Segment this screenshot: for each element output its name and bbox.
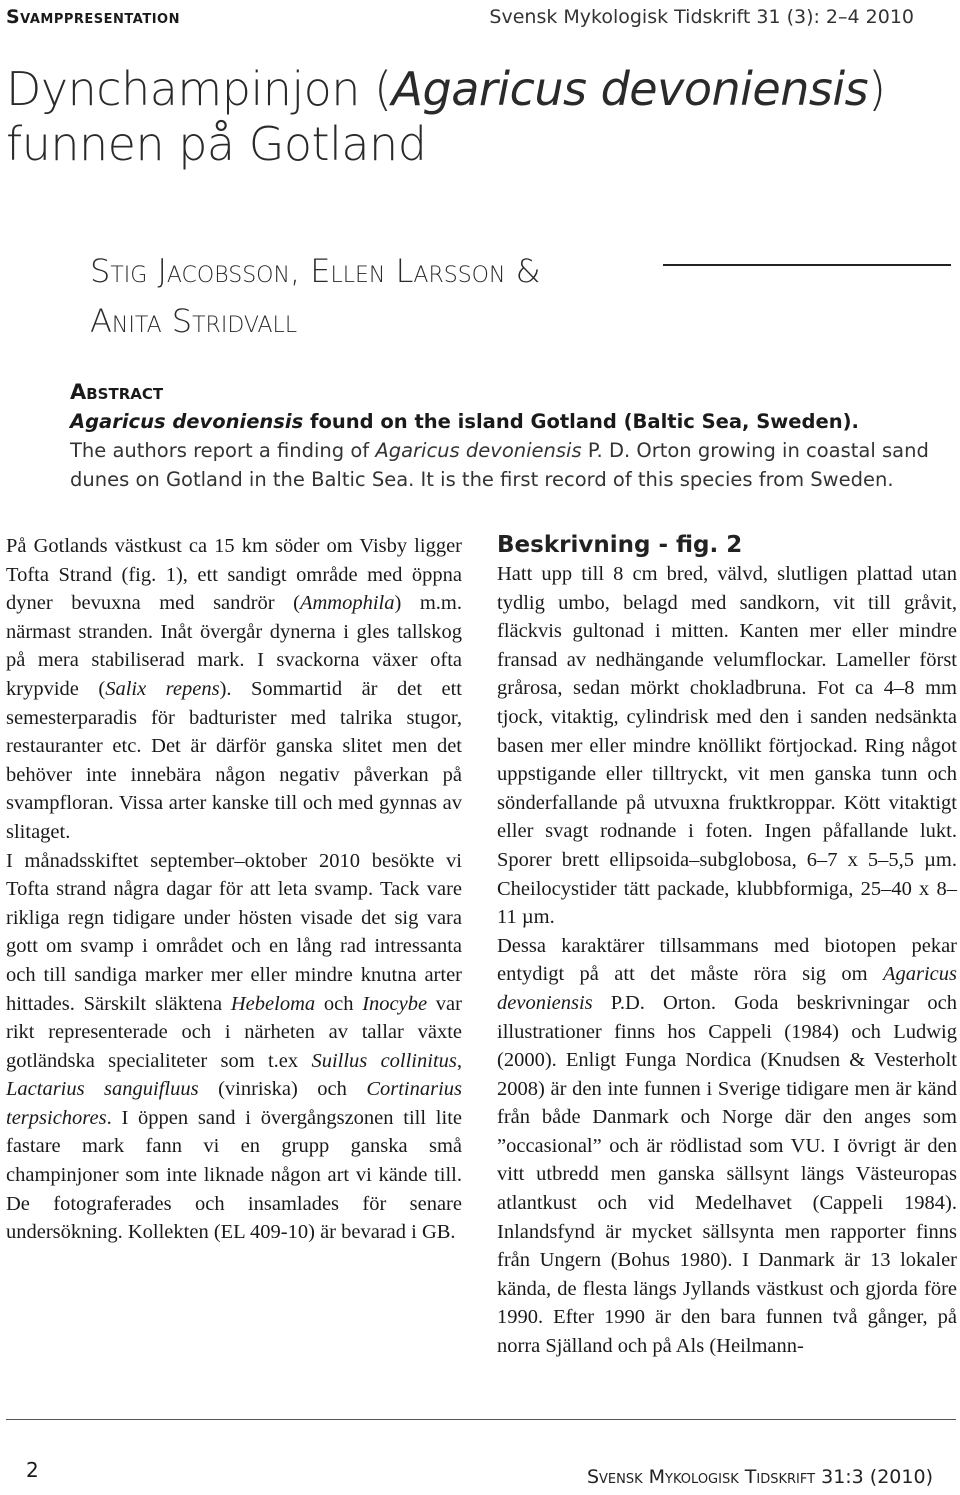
footer-journal: Svensk Mykologisk Tidskrift 31:3 (2010) xyxy=(586,1466,933,1488)
right-column xyxy=(497,532,957,1361)
text-run: P.D. Orton. Goda beskrivningar och illustrationer finns hos Cappeli (1984) och Ludwig (2000). Enligt Funga Nordica (Knudsen & Vesterholt 2008) är den inte funnen i Sverige tidigare men är känd från både Danmark och Norge där den anges som ”occasional” och är rödlistad som VU. I övrigt är den vitt utbredd men ganska sällsynt längs Västeuropas atlantkust och vid Medelhavet (Cappeli 1984). Inlandsfynd är mycket sällsynta men rapporter finns från Ungern (Bohus 1980). I Danmark är 13 lokaler kända, de flesta längs Jyllands västkust och gjorda före 1990. Efter 1990 är den bara funnen två gånger, på norra Själland och på Als (Heilmann- xyxy=(497,991,957,1358)
latin-name: Salix repens xyxy=(105,677,220,700)
latin-name: Ammophila xyxy=(299,592,395,615)
text-run: ) m.m. närmast stranden. Inåt övergår dynerna i gles tallskog på mera stabiliserad mark. I svackorna växer ofta krypvide ( xyxy=(6,592,462,700)
abstract-subtitle-rest: found on the island Gotland (Baltic Sea, Sweden). xyxy=(303,410,859,433)
title-line-1 xyxy=(6,62,886,117)
abstract-subtitle xyxy=(70,407,950,436)
abstract-subtitle-latin: Agaricus devoniensis xyxy=(70,410,304,433)
abstract-body-text: The authors report a finding of xyxy=(70,439,376,462)
footer-divider xyxy=(6,1419,956,1420)
abstract-body-latin: Agaricus devoniensis xyxy=(375,439,582,462)
abstract-body xyxy=(70,436,950,494)
latin-name: Lactarius sanguifluus xyxy=(6,1078,199,1101)
text-run: På Gotlands västkust ca 15 km söder om Visby ligger Tofta Strand (fig. 1), ett sandigt område med öppna dyner bevuxna med sandrör ( xyxy=(6,535,462,615)
abstract xyxy=(70,378,950,494)
latin-name: Inocybe xyxy=(362,992,428,1015)
section-label: Svamppresentation xyxy=(6,6,180,28)
left-column xyxy=(6,532,462,1247)
paragraph-finding xyxy=(6,847,462,1247)
latin-name: Cortinarius terpsichores xyxy=(6,1078,463,1129)
text-run: (vinriska) och xyxy=(198,1078,367,1101)
section-heading: Beskrivning - fig. 2 xyxy=(497,532,743,558)
text-run: Dessa karaktärer tillsammans med biotopen pekar entydigt på att det måste röra sig om xyxy=(497,934,957,986)
journal-reference: Svensk Mykologisk Tidskrift 31 (3): 2–4 2010 xyxy=(489,6,914,28)
article-title xyxy=(6,62,886,172)
text-run: ). Sommartid är det ett semesterparadis för badturister med talrika stugor, restauranter etc. Det är därför ganska slitet men det behöver inte innebära någon negativ påverkan på svampfloran. Vissa arter kanske till och med gynnas av slitaget. xyxy=(6,677,462,843)
text-run: I månadsskiftet september–oktober 2010 besökte vi Tofta strand några dagar för att leta svamp. Tack vare rikliga regn tidigare under hösten visade det sig vara gott om svamp i området och en lång rad intressanta och till sandiga marker mer eller mindre knutna arter hittades. Särskilt släktena xyxy=(6,849,462,1015)
abstract-heading: Abstract xyxy=(70,380,164,404)
authors-line-1: Stig Jacobsson, Ellen Larsson & xyxy=(90,252,541,290)
text-run: och xyxy=(315,992,363,1015)
text-run: , xyxy=(456,1049,462,1072)
title-latin-name: Agaricus devoniensis xyxy=(391,62,869,116)
abstract-body-text: P. D. Orton growing in coastal sand dunes on Gotland in the Baltic Sea. It is the first record of this species from Sweden. xyxy=(70,439,929,491)
authors-line-2: Anita Stridvall xyxy=(90,302,298,340)
latin-name: Suillus collinitus xyxy=(311,1049,457,1072)
latin-name: Agaricus devoniensis xyxy=(497,963,957,1014)
title-prefix: Dynchampinjon ( xyxy=(6,62,392,116)
authors xyxy=(90,246,541,346)
paragraph-distribution xyxy=(497,932,957,1361)
latin-name: Hebeloma xyxy=(230,992,316,1015)
author-divider xyxy=(663,264,951,266)
paragraph-location xyxy=(6,532,462,847)
title-suffix: ) xyxy=(868,62,886,116)
paragraph-description: Hatt upp till 8 cm bred, välvd, slutligen plattad utan tydlig umbo, belagd med sandkorn, vit till gråvit, fläckvis gultonad i mitten. Kanten mer eller mindre fransad av nedhängande velumflockar. Lameller först grårosa, sedan mörkt chokladbruna. Fot ca 4–8 mm tjock, vitaktig, cylindrisk med den i sanden nedsänkta basen mer eller mindre knöllikt förtjockad. Ring något uppstigande eller tilltryckt, vit men ganska tunn och sönderfallande på utvuxna fruktkroppar. Kött vitaktigt eller svagt rodnande i foten. Ingen påfallande lukt. Sporer brett ellipsoida–subglobosa, 6–7 x 5–5,5 µm. Cheilocystider tätt packade, klubbformiga, 25–40 x 8–11 µm. xyxy=(497,563,957,929)
text-run: var rikt representerade och i närheten av tallar växte gotländska specialiteter som t.ex xyxy=(6,992,462,1072)
text-run: . I öppen sand i övergångszonen till lite fastare mark fann vi en grupp ganska små champinjoner som inte liknade någon art vi kände till. De fotograferades och insamlades för senare undersökning. Kollekten (EL 409-10) är bevarad i GB. xyxy=(6,1106,462,1244)
page-number: 2 xyxy=(26,1458,39,1482)
title-line-2: funnen på Gotland xyxy=(6,117,427,172)
